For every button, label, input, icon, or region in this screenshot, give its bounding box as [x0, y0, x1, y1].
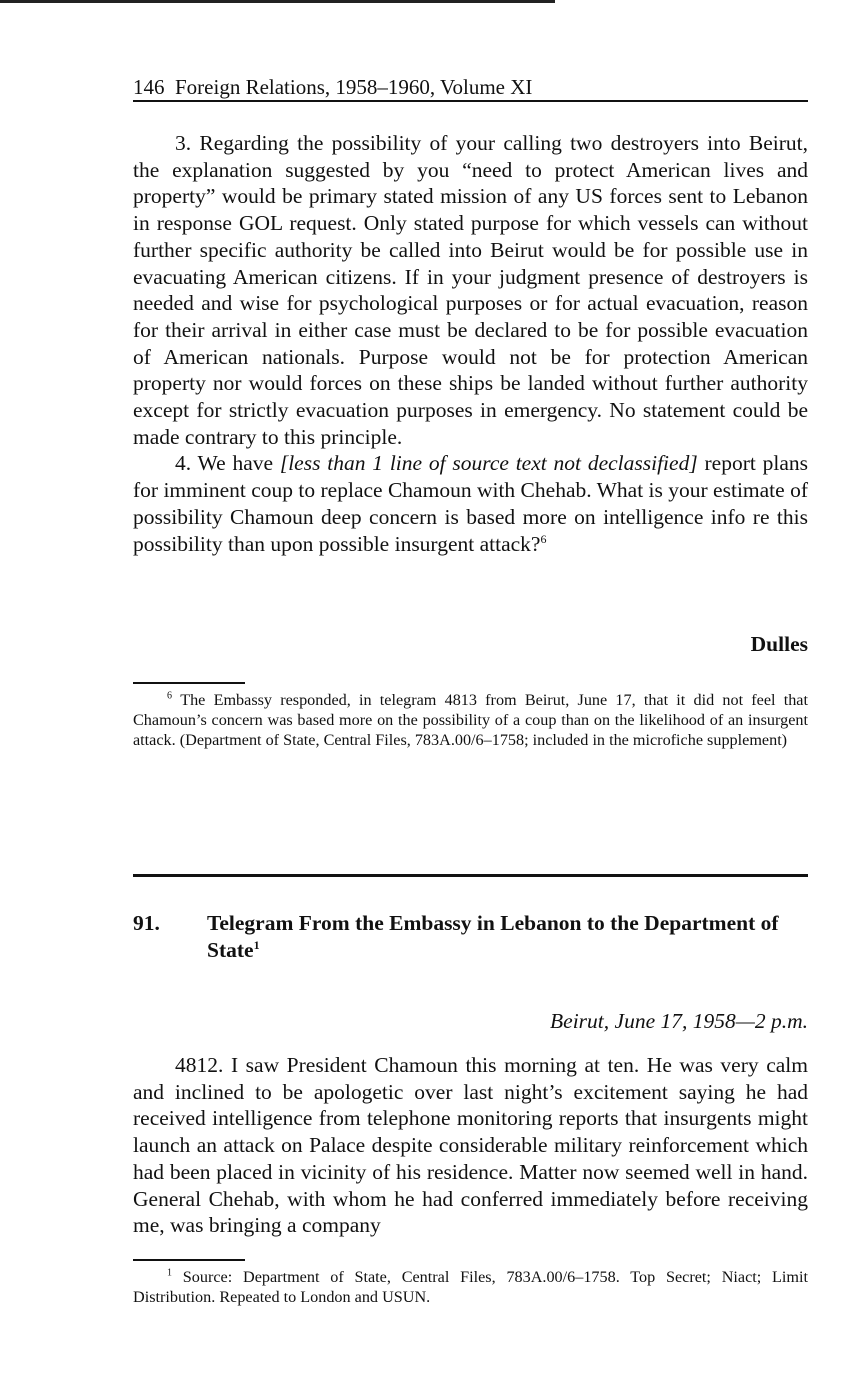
document-title-text: Telegram From the Embassy in Lebanon to the Department of State — [207, 911, 779, 962]
document-title — [207, 910, 808, 964]
paragraph-3: 3. Regarding the possibility of your calling two destroyers into Beirut, the explanation suggested by you “need to protect American lives and property” would be primary stated mission of any US forces sent to Lebanon in response GOL request. Only stated purpose for which vessels can without further specific authority be called into Beirut would be for possible use in evacuating American citizens. If in your judgment presence of destroyers is needed and wise for psychological purposes or for actual evacuation, reason for their arrival in either case must be declared to be for possible evacuation of American nationals. Purpose would not be for protection American property nor would forces on these ships be landed without further authority except for strictly evacuation purposes in emergency. No statement could be made contrary to this principle. — [133, 131, 808, 449]
dateline: Beirut, June 17, 1958—2 p.m. — [550, 1009, 808, 1033]
footnote-ref-1: 1 — [253, 937, 260, 952]
paragraph-4-start: 4. We have — [175, 451, 280, 476]
previous-document-body — [133, 130, 808, 557]
scan-edge-line — [0, 0, 555, 3]
footnote-1 — [133, 1267, 808, 1307]
footnote-6 — [133, 690, 808, 750]
footnote-6-text: The Embassy responded, in telegram 4813 from Beirut, June 17, that it did not feel that Chamoun’s concern was based more on the possibility of a coup than on the likelihood of an insurgent attack. (Department of State, Central Files, 783A.00/6–1758; included in the microfiche supplement) — [133, 691, 808, 749]
page-number: 146 — [133, 75, 165, 99]
footnote-ref-6: 6 — [540, 531, 547, 546]
not-declassified-note: [less than 1 line of source text not declassified] — [279, 451, 698, 476]
footnote-1-marker: 1 — [167, 1267, 172, 1279]
footnote-1-text: Source: Department of State, Central Files, 783A.00/6–1758. Top Secret; Niact; Limit Distribution. Repeated to London and USUN. — [133, 1268, 809, 1306]
section-divider — [133, 874, 808, 877]
footnote-rule — [133, 682, 245, 684]
paragraph-4-end: report plans for imminent coup to replace Chamoun with Chehab. What is your estimate of possibility Chamoun deep concern is based more on intelligence info re this possibility than upon possible insurgent attack? — [133, 451, 809, 556]
document-body — [133, 1052, 808, 1239]
paragraph-4 — [133, 450, 808, 557]
signature: Dulles — [750, 632, 808, 656]
running-head — [133, 74, 808, 102]
volume-title: Foreign Relations, 1958–1960, Volume XI — [175, 75, 533, 99]
document-number: 91. — [133, 911, 160, 935]
footnote-rule-2 — [133, 1259, 245, 1261]
footnote-6-marker: 6 — [167, 690, 172, 702]
paragraph-4812: 4812. I saw President Chamoun this morning at ten. He was very calm and inclined to be apologetic over last night’s excitement saying he had received intelligence from telephone monitoring reports that insurgents might launch an attack on Palace despite considerable military reinforcement which had been placed in vicinity of his residence. Matter now seemed well in hand. General Chehab, with whom he had conferred immediately before receiving me, was bringing a company — [133, 1053, 808, 1238]
